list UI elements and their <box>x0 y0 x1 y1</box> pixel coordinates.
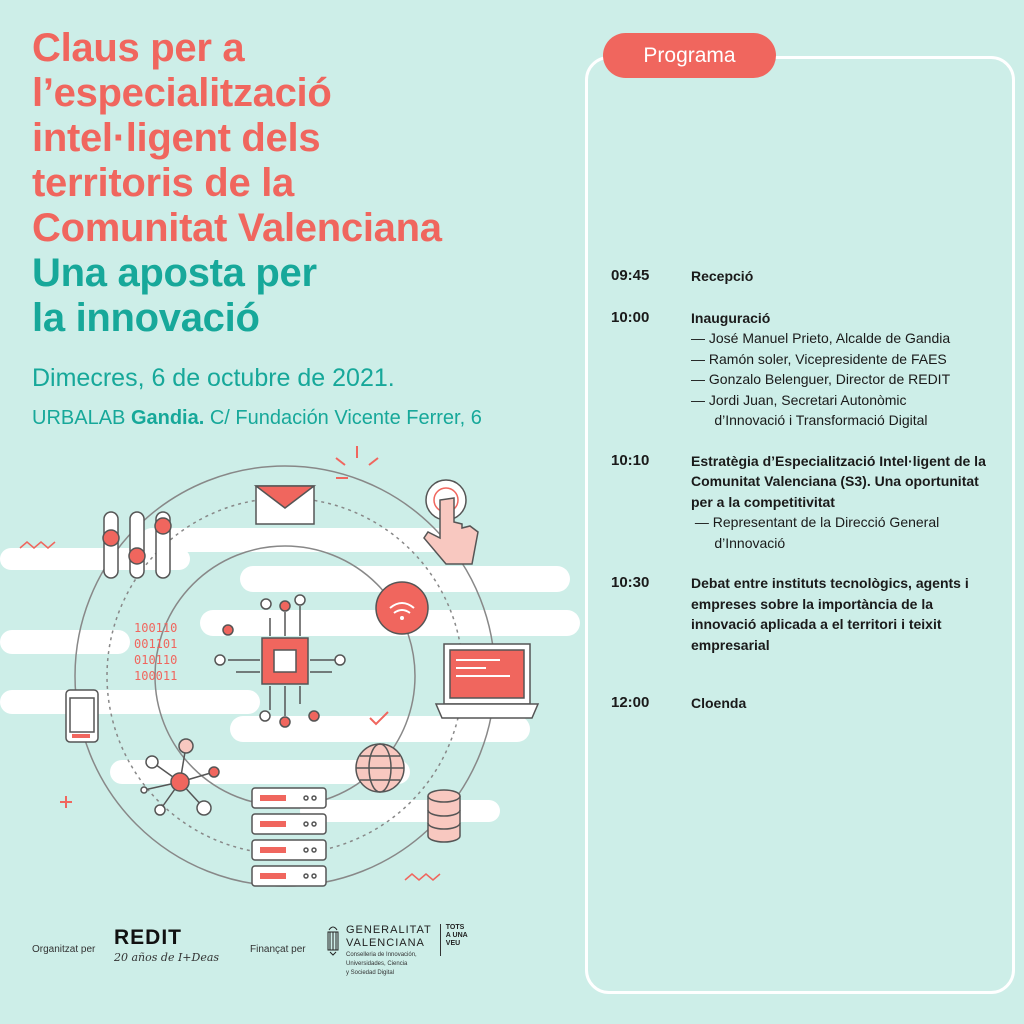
cloud-band <box>300 800 500 822</box>
generalitat-logo <box>326 924 468 977</box>
schedule-speaker: — Representant de la Direcció General <box>691 514 940 530</box>
subtitle-line: Una aposta per <box>32 251 317 295</box>
schedule-topic: Estratègia d’Especialització Intel·ligent de la Comunitat Valenciana (S3). Una oportunitat per a la competitivitat <box>691 452 986 510</box>
database-icon <box>428 790 460 842</box>
schedule-topic: Recepció <box>691 268 754 284</box>
gv-name-line: GENERALITAT <box>346 924 432 936</box>
subtitle-line: la innovació <box>32 296 260 340</box>
gv-dept-line: Universidades, Ciencia <box>346 961 408 967</box>
zigzag-icon <box>20 542 55 548</box>
schedule-row <box>611 308 1011 431</box>
schedule-time: 10:30 <box>611 574 650 591</box>
plus-icon <box>60 796 72 808</box>
event-date: Dimecres, 6 de octubre de 2021. <box>32 364 395 392</box>
coat-of-arms-icon <box>326 924 340 956</box>
schedule-time: 10:00 <box>611 308 650 326</box>
financed-by-label: Finançat per <box>250 944 306 955</box>
program-heading: Programa <box>603 33 776 78</box>
tots-a-una-veu-logo <box>440 924 468 956</box>
cloud-band <box>0 630 130 654</box>
schedule-row <box>611 693 1011 714</box>
organized-by-label: Organitzat per <box>32 944 96 955</box>
sliders-icon <box>103 512 171 578</box>
schedule-list <box>611 266 1011 714</box>
gv-dept-line: y Sociedad Digital <box>346 970 395 976</box>
venue-city: Gandia. <box>130 407 205 429</box>
schedule-topic: Cloenda <box>691 695 747 711</box>
generalitat-text <box>346 924 432 977</box>
schedule-topic: Debat entre instituts tecnològics, agents i empreses sobre la importància de la innovació aplicada a el territori i teixit empresarial <box>691 575 969 653</box>
title-line: Comunitat Valenciana <box>32 206 442 250</box>
title-line: Claus per a <box>32 26 245 70</box>
binary-line: 100110 <box>134 621 178 635</box>
schedule-time: 12:00 <box>611 694 650 711</box>
laptop-icon <box>436 644 538 718</box>
title-line: intel·ligent dels <box>32 116 321 160</box>
schedule-speaker: — Ramón soler, Vicepresidente de FAES <box>691 350 947 367</box>
event-venue <box>32 407 482 430</box>
binary-line: 001101 <box>134 637 178 651</box>
schedule-speaker: — Jordi Juan, Secretari Autonòmic <box>691 391 907 408</box>
redit-brand: REDIT <box>114 926 182 949</box>
venue-address: C/ Fundación Vicente Ferrer, 6 <box>204 407 482 429</box>
redit-logo <box>114 926 219 964</box>
tots-line: A UNA <box>445 932 468 939</box>
globe-icon <box>356 744 404 792</box>
title-line: l’especialització <box>32 71 332 115</box>
schedule-speaker: d’Innovació <box>691 534 786 551</box>
schedule-row <box>611 266 1011 287</box>
schedule-topic: Inauguració <box>691 309 771 326</box>
binary-line: 100011 <box>134 669 178 683</box>
title-line: territoris de la <box>32 161 294 205</box>
binary-line: 010110 <box>134 653 178 667</box>
wifi-icon <box>376 582 428 634</box>
mail-icon <box>256 486 314 524</box>
server-icon <box>252 788 326 886</box>
zigzag-icon <box>405 874 440 880</box>
schedule-time: 09:45 <box>611 267 650 284</box>
tots-line: VEU <box>445 940 461 947</box>
gv-dept-line: Conselleria de Innovación, <box>346 952 417 958</box>
tots-line: TOTS <box>445 924 465 931</box>
redit-tagline: 20 años de I+Deas <box>114 951 220 964</box>
schedule-time: 10:10 <box>611 451 650 469</box>
technology-illustration <box>0 440 580 910</box>
event-title <box>32 26 552 341</box>
schedule-speaker: — José Manuel Prieto, Alcalde de Gandia <box>691 330 951 346</box>
cloud-band <box>0 690 260 714</box>
binary-code <box>134 621 177 683</box>
cloud-band <box>140 528 470 552</box>
phone-icon <box>66 690 98 742</box>
venue-prefix: URBALAB <box>32 407 131 429</box>
schedule-row <box>611 573 1011 655</box>
gv-name-line: VALENCIANA <box>346 937 425 949</box>
schedule-speaker: — Gonzalo Belenguer, Director de REDIT <box>691 371 951 387</box>
schedule-speaker: d’Innovació i Transformació Digital <box>691 412 928 428</box>
schedule-row <box>611 451 1011 554</box>
